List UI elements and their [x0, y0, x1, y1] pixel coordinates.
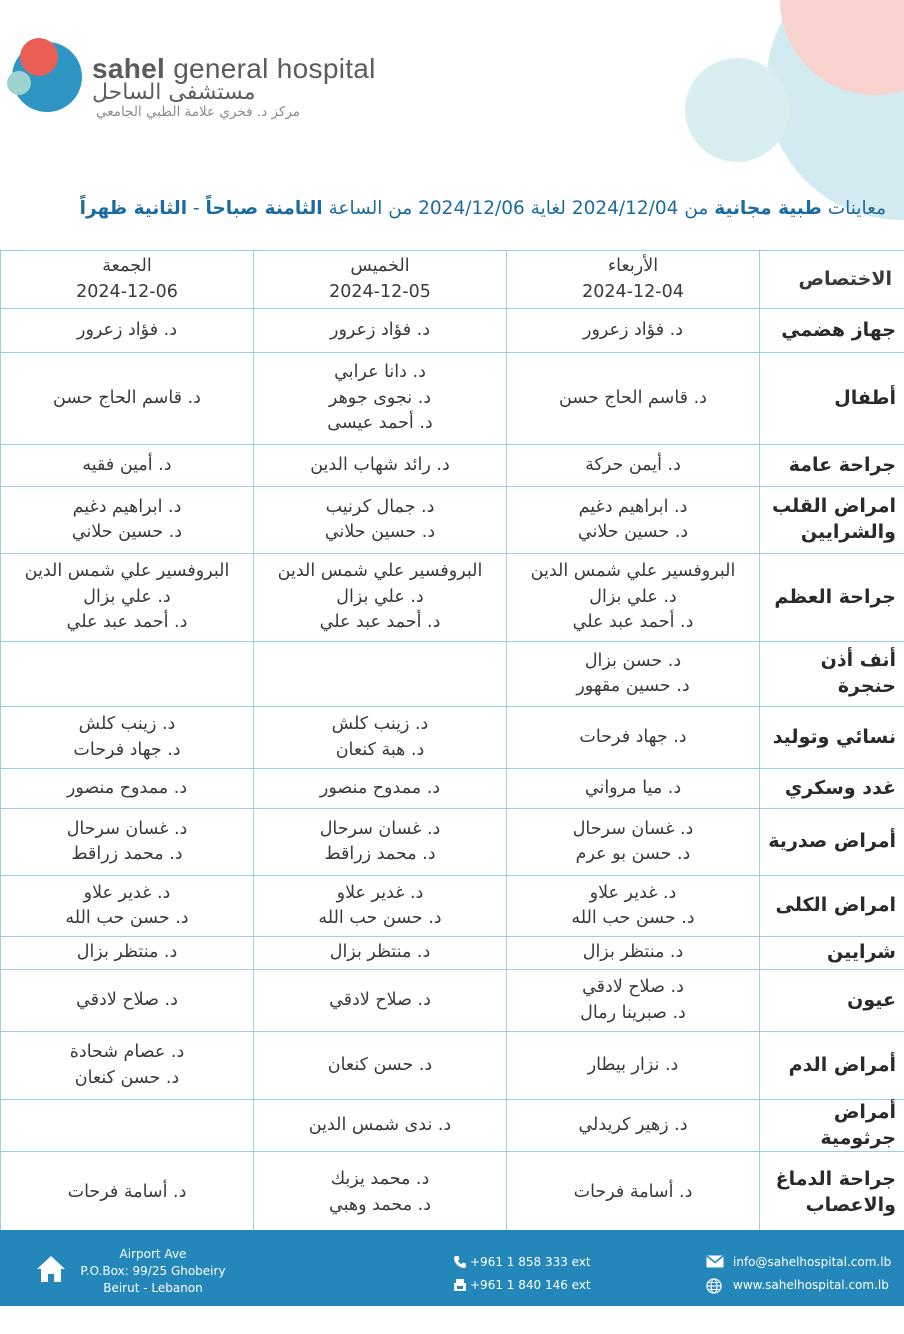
table-row: [1, 707, 904, 769]
doctor-name: د. فؤاد زعرور: [583, 319, 683, 340]
doctor-cell: [507, 445, 760, 487]
table-row: [1, 769, 904, 809]
doctor-cell: [507, 1152, 760, 1234]
doctor-name: د. أسامة فرحات: [573, 1182, 693, 1203]
doctor-cell: [1, 353, 254, 445]
doctor-cell: [1, 309, 254, 353]
doctor-name: د. فؤاد زعرور: [330, 319, 430, 340]
doctor-cell: [507, 642, 760, 707]
doctor-name: د. نجوى جوهر: [328, 387, 432, 408]
doctor-name: د. غدير علاو: [589, 882, 677, 903]
doctor-name: د. قاسم الحاج حسن: [53, 387, 201, 408]
doctor-cell: [507, 309, 760, 353]
doctor-name: د. منتظر بزال: [582, 942, 684, 963]
doctor-cell: [254, 642, 507, 707]
day-name: الأربعاء: [607, 256, 659, 277]
doctor-cell: [507, 1032, 760, 1100]
specialty-cell: غدد وسكري: [760, 769, 904, 809]
specialty-cell: جراحة الدماغ والاعصاب: [760, 1152, 904, 1234]
doctor-name: د. ابراهيم دغيم: [72, 496, 182, 517]
specialty-cell: أمراض جرثومية: [760, 1100, 904, 1152]
doctor-cell: [1, 445, 254, 487]
doctor-cell: [1, 769, 254, 809]
doctor-name: د. جهاد فرحات: [73, 739, 181, 760]
day-header: [1, 251, 254, 309]
doctor-name: د. غدير علاو: [83, 882, 171, 903]
doctor-cell: [507, 876, 760, 937]
doctor-cell: [254, 707, 507, 769]
doctor-cell: [254, 1032, 507, 1100]
doctor-cell: [254, 487, 507, 554]
table-row: [1, 937, 904, 970]
doctor-name: د. صلاح لادقي: [582, 977, 684, 998]
specialty-cell: جراحة عامة: [760, 445, 904, 487]
specialty-cell: عيون: [760, 970, 904, 1032]
doctor-name: د. محمد زراقط: [71, 844, 183, 864]
table-row: [1, 554, 904, 642]
doctor-name: د. محمد وهبي: [328, 1194, 431, 1215]
doctor-cell: [1, 876, 254, 937]
doctor-cell: [507, 970, 760, 1032]
doctor-name: د. جهاد فرحات: [579, 726, 687, 747]
table-row: [1, 1100, 904, 1152]
doctor-cell: [507, 769, 760, 809]
doctor-cell: [507, 809, 760, 876]
doctor-name: د. هبة كنعان: [335, 739, 425, 760]
table-row: [1, 809, 904, 876]
doctor-name: د. منتظر بزال: [76, 942, 178, 963]
doctor-cell: [254, 309, 507, 353]
address-line: Airport Ave: [119, 1247, 187, 1261]
doctor-name: د. أمين فقيه: [82, 454, 172, 475]
table-row: [1, 1032, 904, 1100]
day-name: الخميس: [350, 256, 410, 277]
doctor-cell: [254, 554, 507, 642]
doctor-name: د. فؤاد زعرور: [77, 319, 177, 340]
table-row: [1, 970, 904, 1032]
doctor-name: البروفسير علي شمس الدين: [530, 561, 736, 582]
table-row: [1, 309, 904, 353]
table-header-row: [1, 251, 904, 309]
doctor-cell: [1, 809, 254, 876]
doctor-cell: [1, 937, 254, 970]
doctor-name: د. صلاح لادقي: [76, 989, 178, 1010]
doctor-cell: [1, 1032, 254, 1100]
contact-footer: [0, 1230, 904, 1306]
doctor-name: د. حسن حب الله: [571, 908, 695, 928]
address-line: P.O.Box: 99/25 Ghobeiry: [80, 1264, 226, 1278]
table-row: [1, 642, 904, 707]
doctor-name: د. رائد شهاب الدين: [310, 454, 450, 475]
doctor-cell: [254, 353, 507, 445]
doctor-name: د. ابراهيم دغيم: [578, 496, 688, 517]
doctor-cell: [1, 970, 254, 1032]
doctor-cell: [1, 707, 254, 769]
doctor-name: د. علي بزال: [589, 586, 677, 607]
doctor-name: د. حسن حب الله: [318, 908, 442, 928]
doctor-name: د. نزار بيطار: [587, 1054, 679, 1075]
table-row: [1, 353, 904, 445]
doctor-cell: [1, 554, 254, 642]
specialty-header: الاختصاص: [760, 251, 904, 309]
doctor-name: د. ممدوح منصور: [319, 777, 441, 798]
doctor-name: د. حسن حب الله: [65, 908, 189, 928]
day-date: 2024-12-06: [76, 281, 178, 302]
doctor-name: د. زهير كريدلي: [578, 1114, 688, 1135]
doctor-cell: [1, 642, 254, 707]
table-row: [1, 876, 904, 937]
doctor-name: د. غدير علاو: [336, 882, 424, 903]
specialty-cell: جهاز هضمي: [760, 309, 904, 353]
doctor-name: البروفسير علي شمس الدين: [24, 561, 230, 582]
doctor-name: د. حسن كنعان: [327, 1054, 433, 1075]
email-link[interactable]: info@sahelhospital.com.lb: [733, 1255, 892, 1269]
specialty-cell: شرايين: [760, 937, 904, 970]
doctor-name: د. غسان سرحال: [572, 818, 694, 839]
logo-mark-teal: [7, 71, 31, 95]
doctor-cell: [507, 937, 760, 970]
doctor-name: د. أحمد عبد علي: [572, 612, 694, 633]
doctor-name: د. جمال كرنيب: [325, 496, 435, 517]
specialty-cell: أنف أذن حنجرة: [760, 642, 904, 707]
website-link[interactable]: www.sahelhospital.com.lb: [733, 1278, 889, 1292]
doctor-name: د. علي بزال: [336, 586, 424, 607]
table-row: [1, 1152, 904, 1234]
specialty-cell: أمراض صدرية: [760, 809, 904, 876]
doctor-cell: [507, 554, 760, 642]
doctor-cell: [254, 970, 507, 1032]
specialty-cell: جراحة العظم: [760, 554, 904, 642]
day-date: 2024-12-04: [582, 281, 684, 302]
doctor-name: د. أيمن حركة: [585, 454, 681, 475]
doctor-cell: [507, 487, 760, 554]
doctor-name: د. حسن بو عرم: [575, 844, 691, 864]
schedule-body: [1, 251, 904, 1234]
logo-mark-red: [20, 38, 58, 76]
mail-icon: [706, 1255, 724, 1268]
specialty-cell: امراض القلب والشرايين: [760, 487, 904, 554]
doctor-cell: [1, 1100, 254, 1152]
doctor-cell: [254, 809, 507, 876]
page-headline: معاينات طبية مجانية من 2024/12/04 لغاية 2024/12/06 من الساعة الثامنة صباحاً - الثانية ظهراً: [79, 198, 886, 219]
phone-number[interactable]: +961 1 858 333 ext: [470, 1255, 591, 1269]
phone-icon: [453, 1255, 467, 1269]
table-row: [1, 487, 904, 554]
schedule-table: [0, 250, 904, 1234]
doctor-name: د. ندى شمس الدين: [308, 1114, 452, 1135]
globe-icon: [706, 1278, 722, 1294]
logo-name: sahel general hospital: [92, 53, 376, 84]
doctor-name: د. أحمد عبد علي: [66, 612, 188, 633]
doctor-name: د. حسن بزال: [584, 650, 682, 671]
doctor-cell: [254, 769, 507, 809]
doctor-cell: [507, 707, 760, 769]
doctor-name: د. غسان سرحال: [319, 818, 441, 839]
doctor-cell: [254, 1152, 507, 1234]
doctor-cell: [254, 876, 507, 937]
doctor-name: د. زينب كلش: [78, 714, 176, 735]
doctor-name: د. أحمد عيسى: [327, 413, 433, 434]
decor-circle-small: [685, 58, 789, 162]
specialty-cell: نسائي وتوليد: [760, 707, 904, 769]
doctor-name: د. حسين حلاني: [324, 522, 436, 542]
doctor-name: د. زينب كلش: [331, 714, 429, 735]
fax-number[interactable]: +961 1 840 146 ext: [470, 1278, 591, 1292]
doctor-cell: [1, 1152, 254, 1234]
doctor-name: د. أسامة فرحات: [67, 1182, 187, 1203]
day-header: [507, 251, 760, 309]
address-line: Beirut - Lebanon: [103, 1281, 203, 1295]
doctor-cell: [254, 937, 507, 970]
table-row: [1, 445, 904, 487]
doctor-name: د. حسين مقهور: [576, 676, 690, 696]
doctor-name: د. دانا عرابي: [334, 362, 426, 383]
day-date: 2024-12-05: [329, 281, 431, 302]
logo-center-name: مركز د. فخري علامة الطبي الجامعي: [96, 104, 301, 120]
doctor-name: د. عصام شحادة: [69, 1042, 185, 1063]
doctor-cell: [254, 445, 507, 487]
doctor-name: د. ميا مرواني: [584, 777, 682, 798]
doctor-cell: [254, 1100, 507, 1152]
doctor-name: د. قاسم الحاج حسن: [559, 387, 707, 408]
doctor-cell: [1, 487, 254, 554]
doctor-name: د. محمد زراقط: [324, 844, 436, 864]
day-header: [254, 251, 507, 309]
home-icon: [36, 1253, 66, 1285]
day-name: الجمعة: [102, 256, 152, 277]
doctor-name: د. ممدوح منصور: [66, 777, 188, 798]
doctor-name: د. محمد يزبك: [330, 1169, 430, 1190]
doctor-name: البروفسير علي شمس الدين: [277, 561, 483, 582]
specialty-cell: أمراض الدم: [760, 1032, 904, 1100]
address: [78, 1246, 228, 1297]
doctor-name: د. حسين حلاني: [577, 522, 689, 542]
specialty-cell: أطفال: [760, 353, 904, 445]
doctor-name: د. منتظر بزال: [329, 942, 431, 963]
doctor-name: د. صبرينا رمال: [580, 1002, 686, 1023]
doctor-cell: [507, 1100, 760, 1152]
fax-icon: [453, 1278, 467, 1292]
doctor-name: د. علي بزال: [83, 586, 171, 607]
doctor-name: د. غسان سرحال: [66, 818, 188, 839]
logo-arabic-name: مستشفى الساحل: [92, 80, 256, 105]
doctor-name: د. أحمد عبد علي: [319, 612, 441, 633]
doctor-name: د. حسين حلاني: [71, 522, 183, 542]
doctor-name: د. صلاح لادقي: [329, 989, 431, 1010]
doctor-name: د. حسن كنعان: [74, 1067, 180, 1088]
specialty-cell: امراض الكلى: [760, 876, 904, 937]
doctor-cell: [507, 353, 760, 445]
